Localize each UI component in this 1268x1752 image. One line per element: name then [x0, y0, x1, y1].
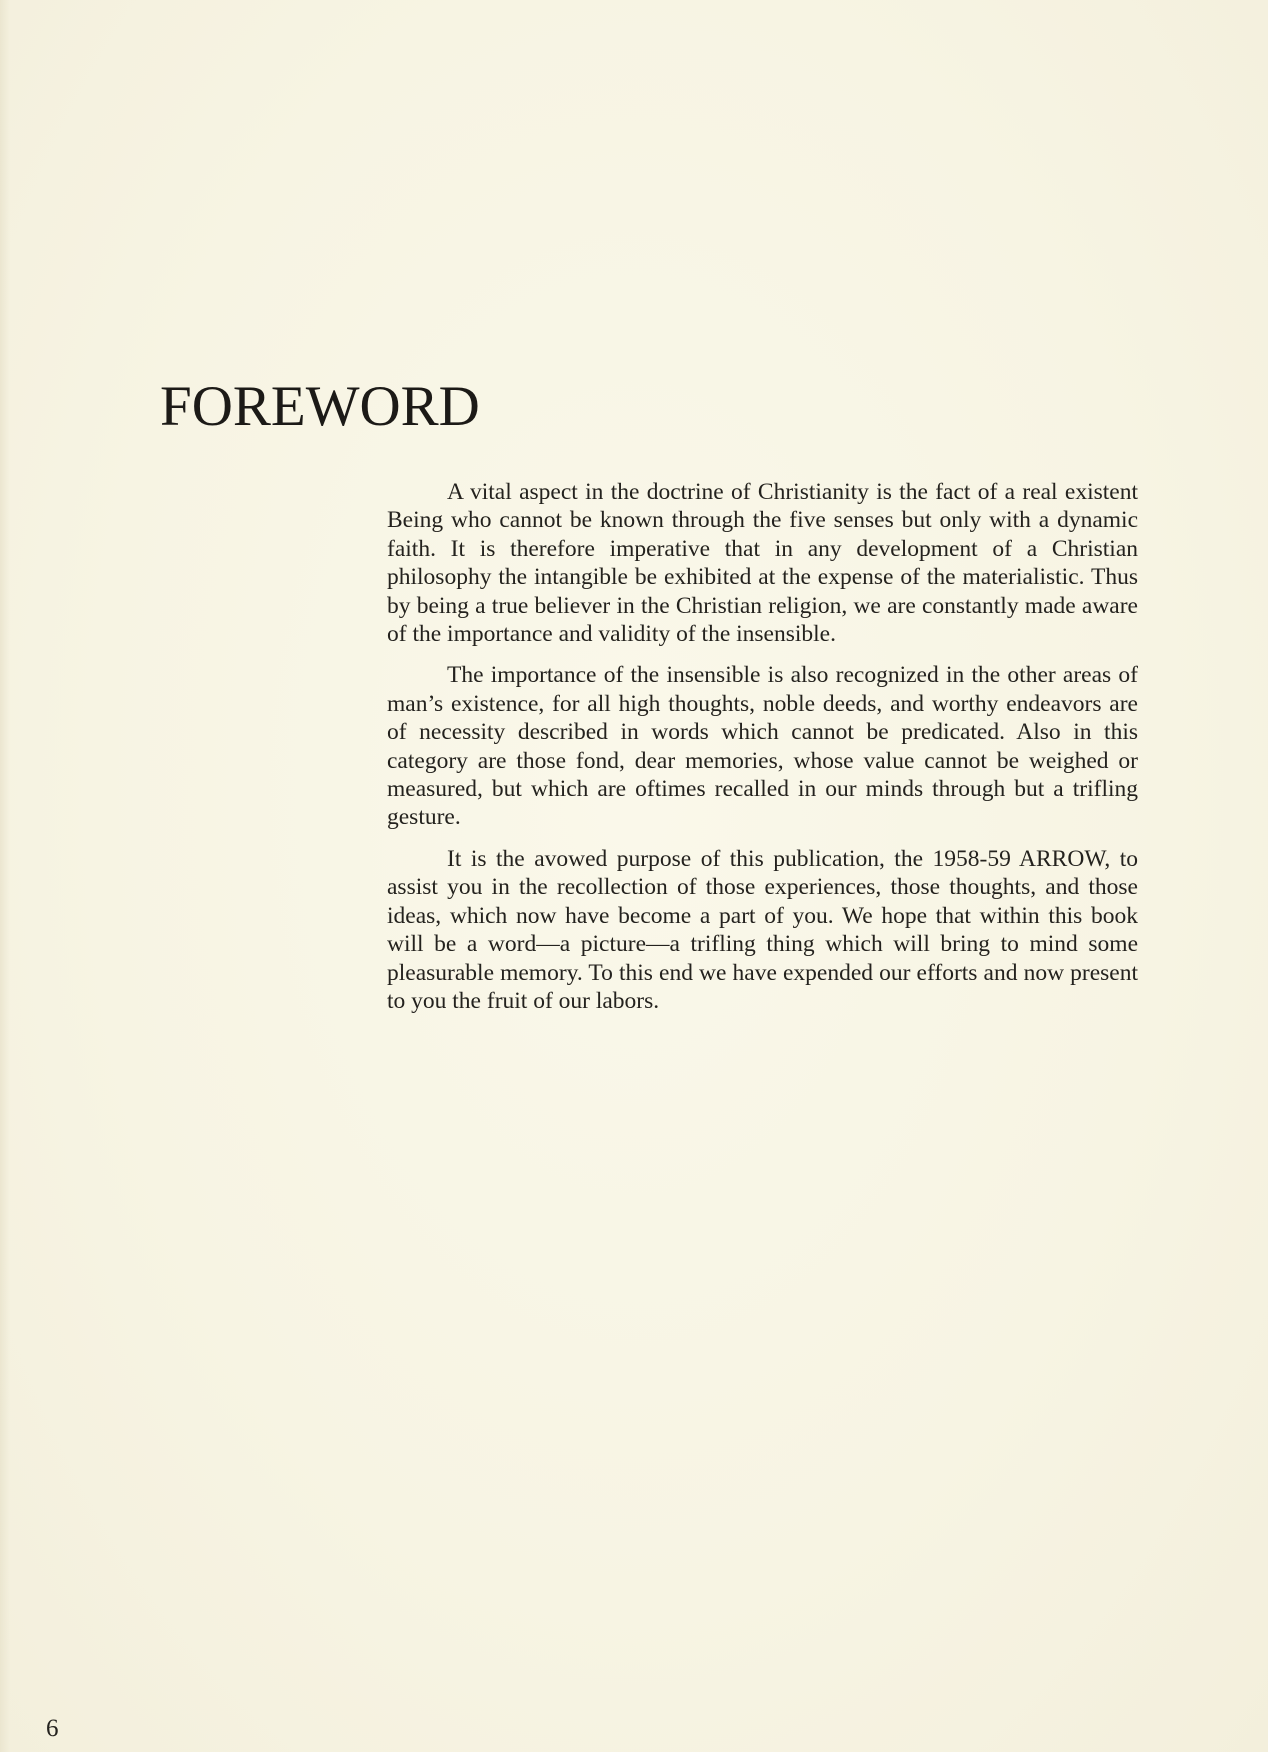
paragraph-1: A vital aspect in the doctrine of Christianity is the fact of a real existent Being who cannot be known through the five senses but only with a dynamic faith. It is therefore imperative that in any development of a Christian philosophy the intangible be exhibited at the expense of the materialistic. Thus by being a true believer in the Christian religion, we are constantly made aware of the importance and validity of the insensible.: [387, 479, 1138, 648]
page-title: FOREWORD: [160, 375, 480, 438]
paragraph-2: The importance of the insensible is also recognized in the other areas of man’s existence, for all high thoughts, noble deeds, and worthy endeavors are of necessity described in words which cannot be predicated. Also in this category are those fond, dear memories, whose value cannot be weighed or measured, but which are oftimes recalled in our minds through but a trifling gesture.: [387, 662, 1138, 831]
foreword-body: [387, 478, 1138, 1028]
page-number: 6: [46, 1715, 59, 1742]
paragraph-3: It is the avowed purpose of this publication, the 1958-59 ARROW, to assist you in the recollection of those experiences, those thoughts, and those ideas, which now have become a part of you. We hope that within this book will be a word—a picture—a trifling thing which will bring to mind some pleasurable memory. To this end we have expended our efforts and now present to you the fruit of our labors.: [387, 845, 1138, 1014]
page-edge-shadow: [0, 0, 10, 1752]
